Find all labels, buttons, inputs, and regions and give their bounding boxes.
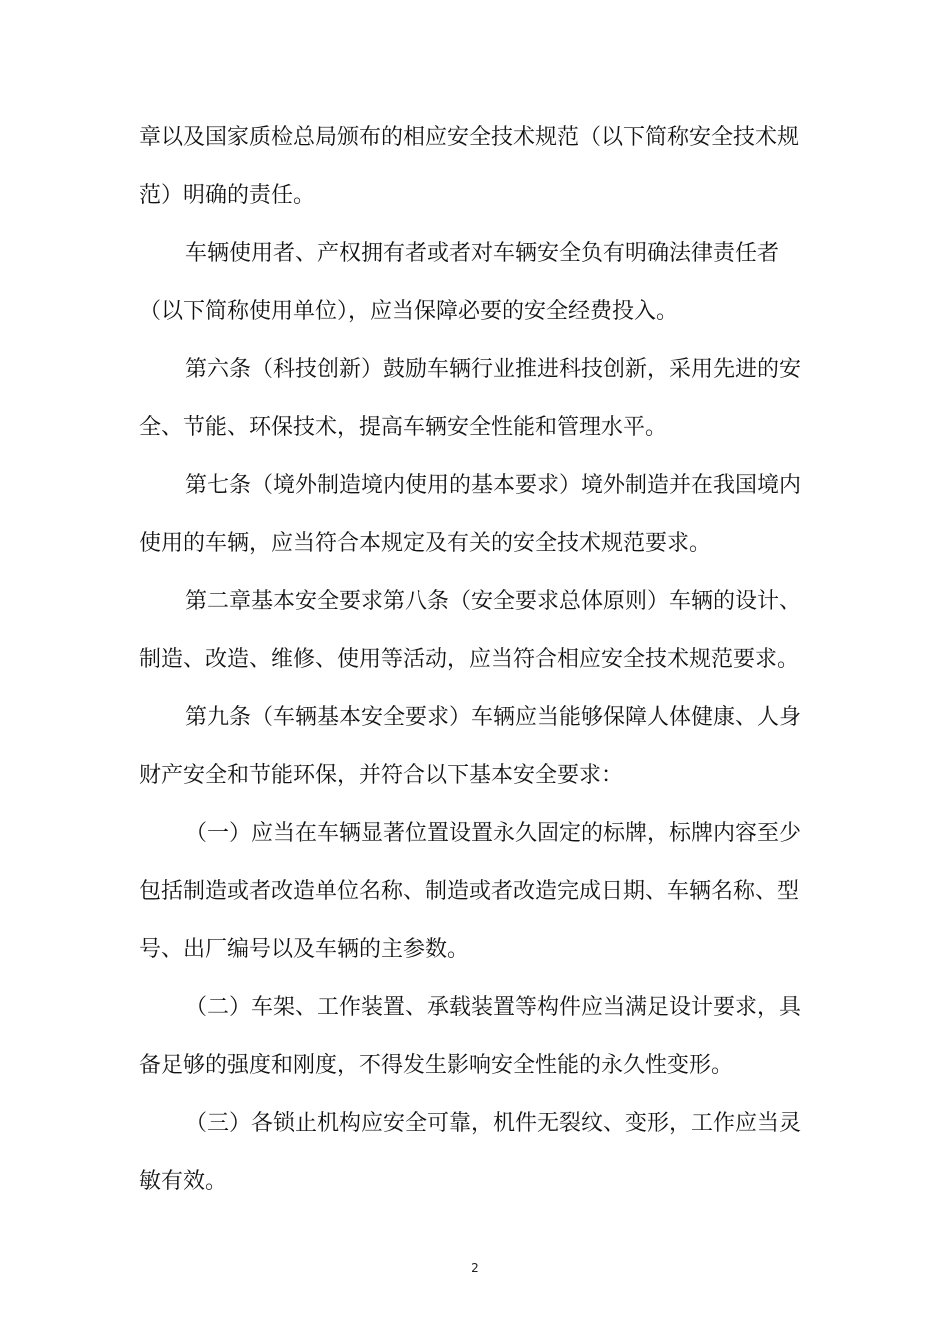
text-line: 车辆使用者、产权拥有者或者对车辆安全负有明确法律责任者 [185,241,780,266]
text-line: 敏有效。 [139,1169,228,1194]
text-line: 号、出厂编号以及车辆的主参数。 [139,937,470,962]
text-line: 第二章基本安全要求第八条（安全要求总体原则）车辆的设计、 [185,589,802,614]
text-line: 包括制造或者改造单位名称、制造或者改造完成日期、车辆名称、型 [139,879,800,904]
text-line: 第九条（车辆基本安全要求）车辆应当能够保障人体健康、人身 [185,705,802,730]
text-line: （二）车架、工作装置、承载装置等构件应当满足设计要求，具 [185,995,802,1020]
text-line: 财产安全和节能环保，并符合以下基本安全要求： [139,763,624,788]
text-line: 制造、改造、维修、使用等活动，应当符合相应安全技术规范要求。 [139,647,800,672]
text-line: 范）明确的责任。 [139,183,316,208]
text-line: 全、节能、环保技术，提高车辆安全性能和管理水平。 [139,415,668,440]
text-line: 第七条（境外制造境内使用的基本要求）境外制造并在我国境内 [185,473,802,498]
text-line: 第六条（科技创新）鼓励车辆行业推进科技创新，采用先进的安 [185,357,802,382]
text-line: 备足够的强度和刚度，不得发生影响安全性能的永久性变形。 [139,1053,734,1078]
text-line: （三）各锁止机构应安全可靠，机件无裂纹、变形，工作应当灵 [185,1111,802,1136]
text-line: 使用的车辆，应当符合本规定及有关的安全技术规范要求。 [139,531,712,556]
page-number: 2 [471,1261,479,1275]
text-line: 章以及国家质检总局颁布的相应安全技术规范（以下简称安全技术规 [139,125,800,150]
text-line: （以下简称使用单位），应当保障必要的安全经费投入。 [139,299,679,324]
text-line: （一）应当在车辆显著位置设置永久固定的标牌，标牌内容至少 [185,821,802,846]
